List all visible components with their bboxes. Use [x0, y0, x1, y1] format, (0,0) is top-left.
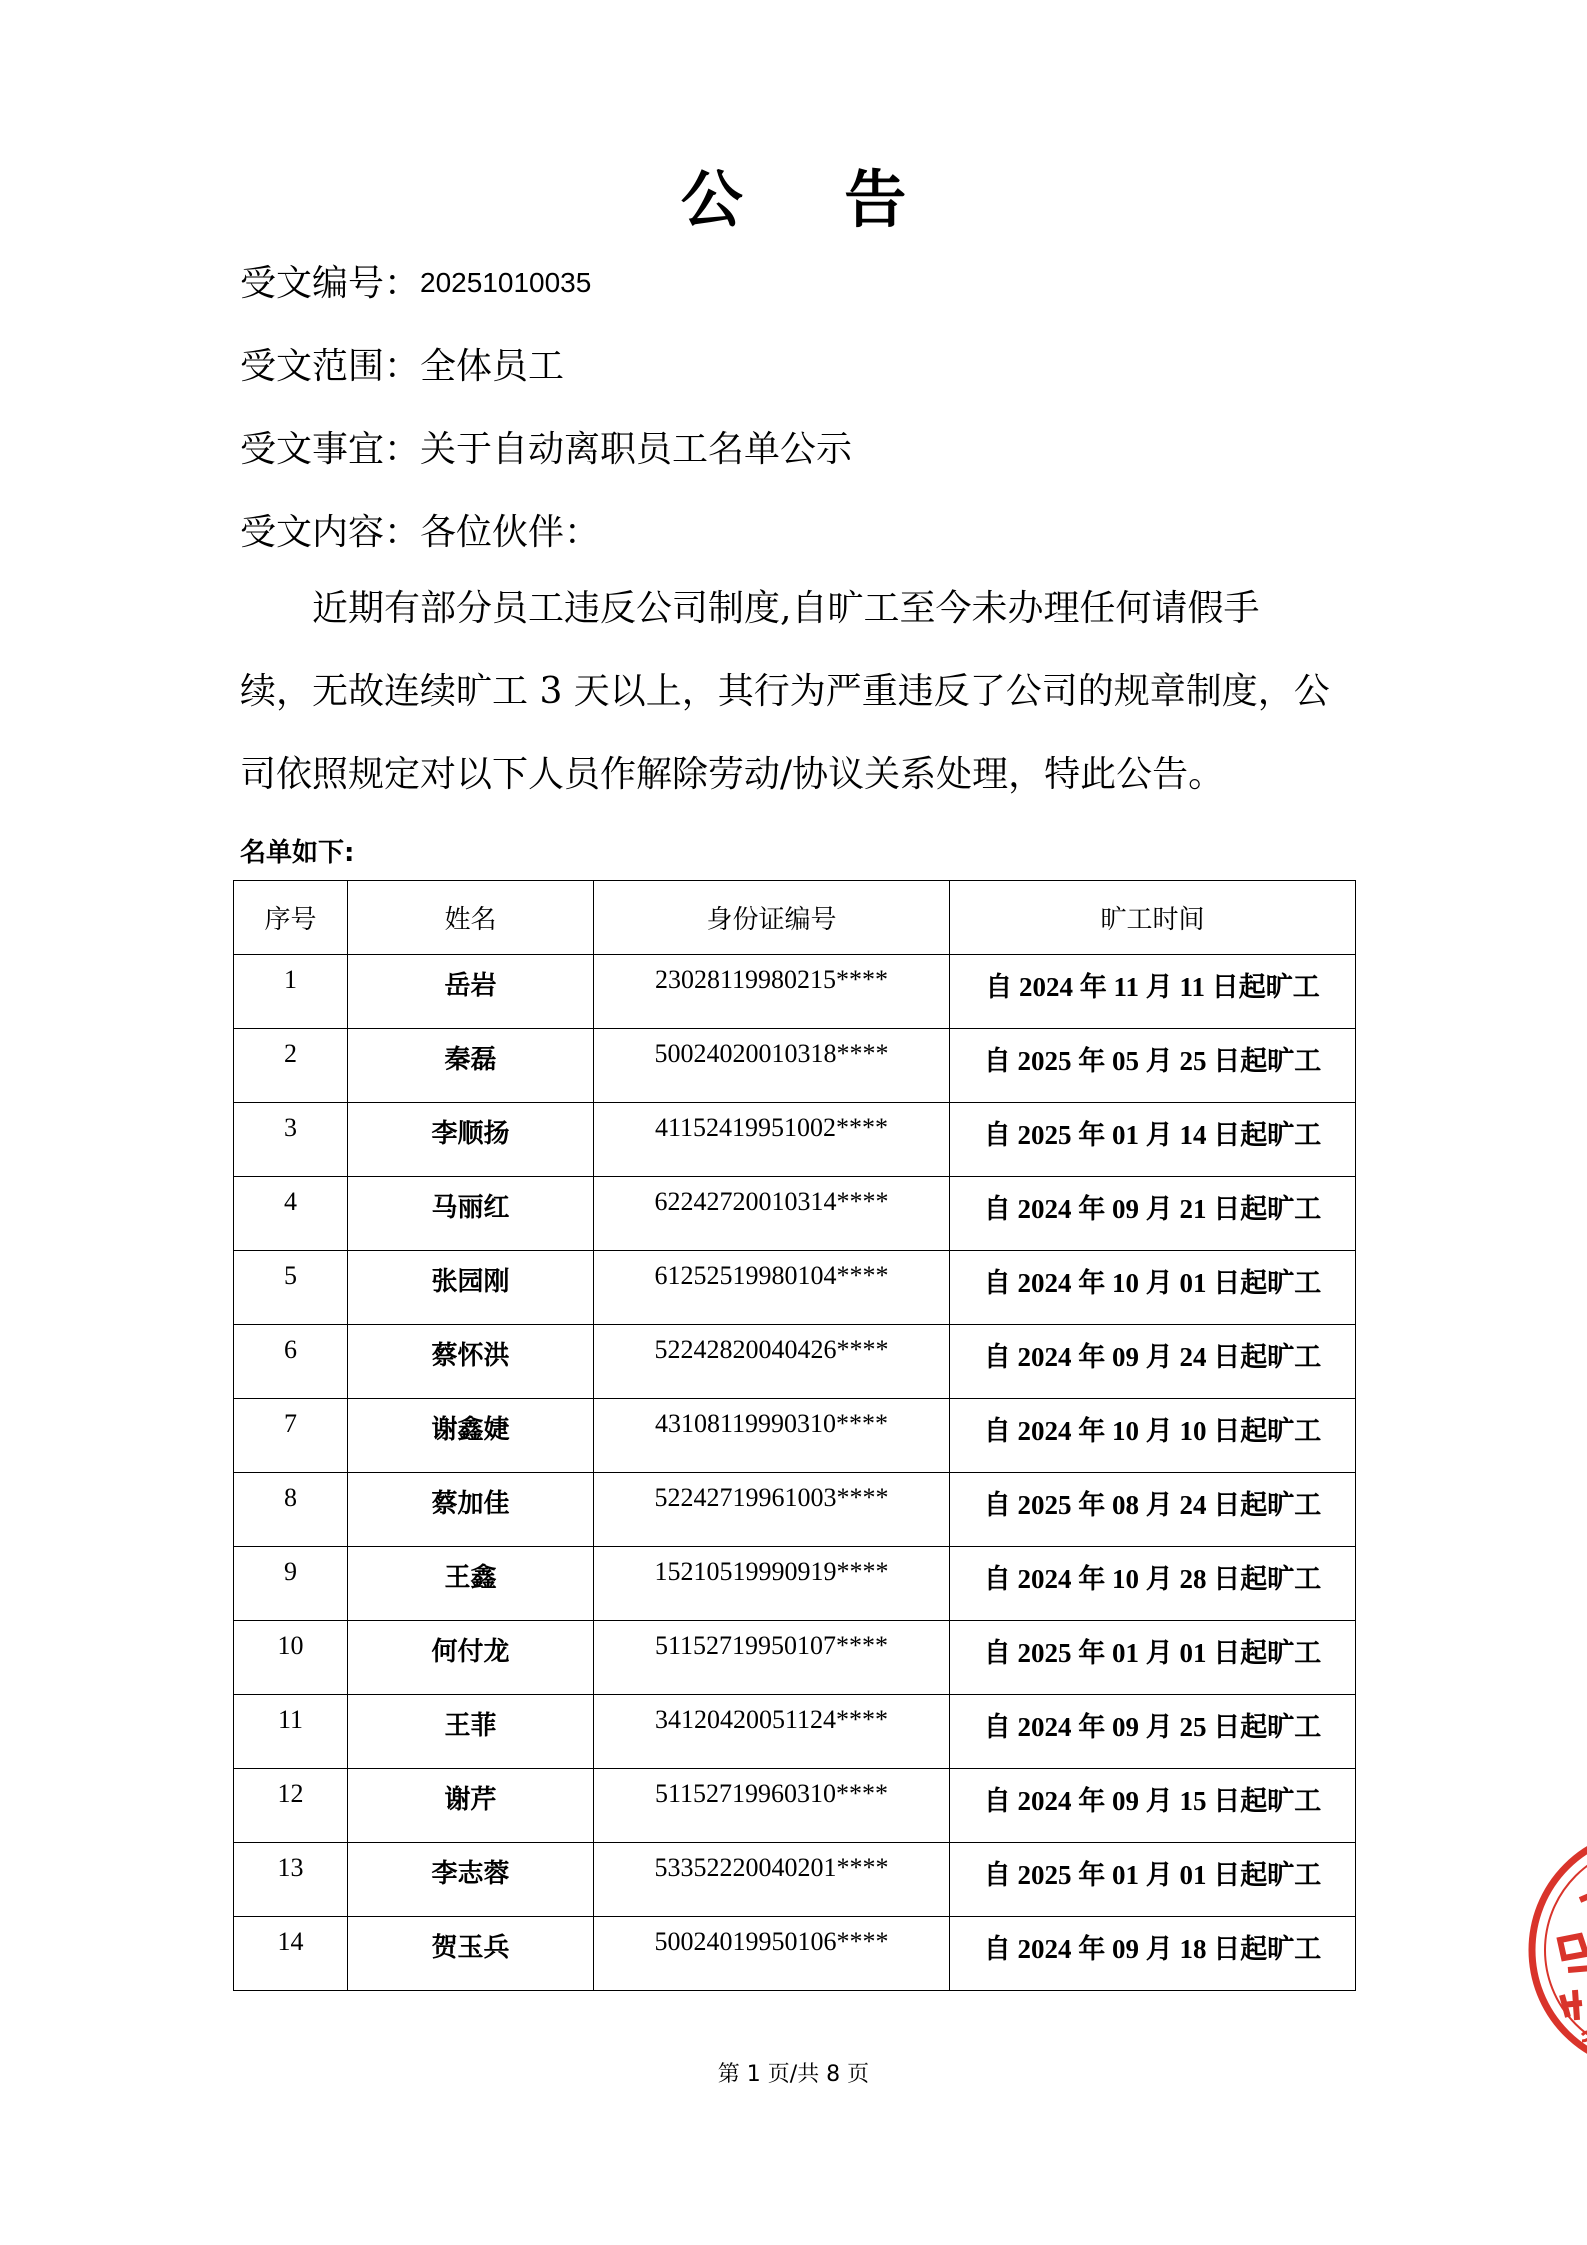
table-row — [234, 1917, 1356, 1991]
row-id: 43108119990310**** — [594, 1399, 950, 1473]
header-date: 旷工时间 — [950, 881, 1356, 955]
row-name: 李顺扬 — [348, 1103, 594, 1177]
table-row — [234, 1029, 1356, 1103]
subject-value: 关于自动离职员工名单公示 — [420, 429, 853, 470]
row-no: 5 — [234, 1251, 348, 1325]
row-name: 谢芹 — [348, 1769, 594, 1843]
doc-number-value: 20251010035 — [420, 267, 592, 298]
row-no: 12 — [234, 1769, 348, 1843]
table-row — [234, 1695, 1356, 1769]
seal-glyph-top — [1580, 1894, 1587, 1919]
row-no: 9 — [234, 1547, 348, 1621]
row-date: 自 2025 年 01 月 01 日起旷工 — [950, 1843, 1356, 1917]
seal-glyph-lower — [1562, 1990, 1582, 2020]
table-row — [234, 1177, 1356, 1251]
page-title: 公 告 — [680, 163, 947, 236]
row-date: 自 2025 年 05 月 25 日起旷工 — [950, 1029, 1356, 1103]
subject-label: 受文事宜： — [240, 429, 421, 470]
row-date: 自 2025 年 08 月 24 日起旷工 — [950, 1473, 1356, 1547]
header-id: 身份证编号 — [594, 881, 950, 955]
row-date: 自 2024 年 11 月 11 日起旷工 — [950, 955, 1356, 1029]
table-header-row — [234, 881, 1356, 955]
page-footer: 第 1 页/共 8 页 — [717, 2062, 870, 2087]
row-no: 8 — [234, 1473, 348, 1547]
row-date: 自 2024 年 10 月 28 日起旷工 — [950, 1547, 1356, 1621]
row-no: 10 — [234, 1621, 348, 1695]
seal-inner-ring — [1545, 1845, 1587, 2055]
table-row — [234, 1843, 1356, 1917]
row-id: 51152719960310**** — [594, 1769, 950, 1843]
row-name: 王菲 — [348, 1695, 594, 1769]
row-name: 蔡加佳 — [348, 1473, 594, 1547]
body-paragraph — [240, 567, 1350, 816]
row-id: 52242820040426**** — [594, 1325, 950, 1399]
row-name: 贺玉兵 — [348, 1917, 594, 1991]
row-date: 自 2024 年 09 月 18 日起旷工 — [950, 1917, 1356, 1991]
row-name: 马丽红 — [348, 1177, 594, 1251]
header-name: 姓名 — [348, 881, 594, 955]
row-id: 52242719961003**** — [594, 1473, 950, 1547]
subject-line — [240, 421, 852, 472]
table-row — [234, 1769, 1356, 1843]
greeting: 各位伙伴： — [420, 512, 601, 553]
doc-number-line — [240, 255, 591, 306]
seal-glyph-middle — [1560, 1936, 1587, 1970]
content-label: 受文内容： — [240, 512, 421, 553]
row-date: 自 2025 年 01 月 01 日起旷工 — [950, 1621, 1356, 1695]
row-no: 1 — [234, 955, 348, 1029]
row-id: 15210519990919**** — [594, 1547, 950, 1621]
scope-value: 全体员工 — [420, 346, 565, 387]
body-line-1: 近期有部分员工违反公司制度,自旷工至今未办理任何请假手 — [312, 588, 1260, 629]
row-name: 秦磊 — [348, 1029, 594, 1103]
body-line-3: 司依照规定对以下人员作解除劳动/协议关系处理，特此公告。 — [240, 754, 1225, 795]
table-row — [234, 1251, 1356, 1325]
table-row — [234, 1547, 1356, 1621]
scope-label: 受文范围： — [240, 346, 421, 387]
row-no: 13 — [234, 1843, 348, 1917]
row-name: 李志蓉 — [348, 1843, 594, 1917]
row-no: 6 — [234, 1325, 348, 1399]
row-no: 7 — [234, 1399, 348, 1473]
row-date: 自 2024 年 09 月 15 日起旷工 — [950, 1769, 1356, 1843]
row-date: 自 2024 年 09 月 21 日起旷工 — [950, 1177, 1356, 1251]
row-id: 34120420051124**** — [594, 1695, 950, 1769]
row-name: 谢鑫婕 — [348, 1399, 594, 1473]
row-id: 23028119980215**** — [594, 955, 950, 1029]
row-id: 62242720010314**** — [594, 1177, 950, 1251]
row-id: 51152719950107**** — [594, 1621, 950, 1695]
row-date: 自 2024 年 10 月 10 日起旷工 — [950, 1399, 1356, 1473]
content-line — [240, 504, 600, 555]
table-row — [234, 1399, 1356, 1473]
list-label: 名单如下: — [240, 838, 355, 868]
row-name: 王鑫 — [348, 1547, 594, 1621]
row-name: 张园刚 — [348, 1251, 594, 1325]
row-id: 41152419951002**** — [594, 1103, 950, 1177]
header-no: 序号 — [234, 881, 348, 955]
row-date: 自 2024 年 10 月 01 日起旷工 — [950, 1251, 1356, 1325]
table-row — [234, 1473, 1356, 1547]
row-id: 50024020010318**** — [594, 1029, 950, 1103]
table-row — [234, 955, 1356, 1029]
row-date: 自 2024 年 09 月 24 日起旷工 — [950, 1325, 1356, 1399]
company-seal-icon — [1520, 1820, 1587, 2080]
table-row — [234, 1103, 1356, 1177]
row-name: 蔡怀洪 — [348, 1325, 594, 1399]
row-id: 61252519980104**** — [594, 1251, 950, 1325]
scope-line — [240, 338, 564, 389]
doc-number-label: 受文编号： — [240, 263, 421, 304]
row-date: 自 2024 年 09 月 25 日起旷工 — [950, 1695, 1356, 1769]
row-no: 11 — [234, 1695, 348, 1769]
row-date: 自 2025 年 01 月 14 日起旷工 — [950, 1103, 1356, 1177]
row-name: 何付龙 — [348, 1621, 594, 1695]
row-name: 岳岩 — [348, 955, 594, 1029]
row-no: 14 — [234, 1917, 348, 1991]
table-row — [234, 1621, 1356, 1695]
absentee-table — [233, 880, 1356, 1991]
row-id: 50024019950106**** — [594, 1917, 950, 1991]
row-id: 53352220040201**** — [594, 1843, 950, 1917]
row-no: 2 — [234, 1029, 348, 1103]
row-no: 3 — [234, 1103, 348, 1177]
row-no: 4 — [234, 1177, 348, 1251]
table-row — [234, 1325, 1356, 1399]
body-line-2: 续，无故连续旷工 3 天以上，其行为严重违反了公司的规章制度，公 — [240, 671, 1330, 712]
